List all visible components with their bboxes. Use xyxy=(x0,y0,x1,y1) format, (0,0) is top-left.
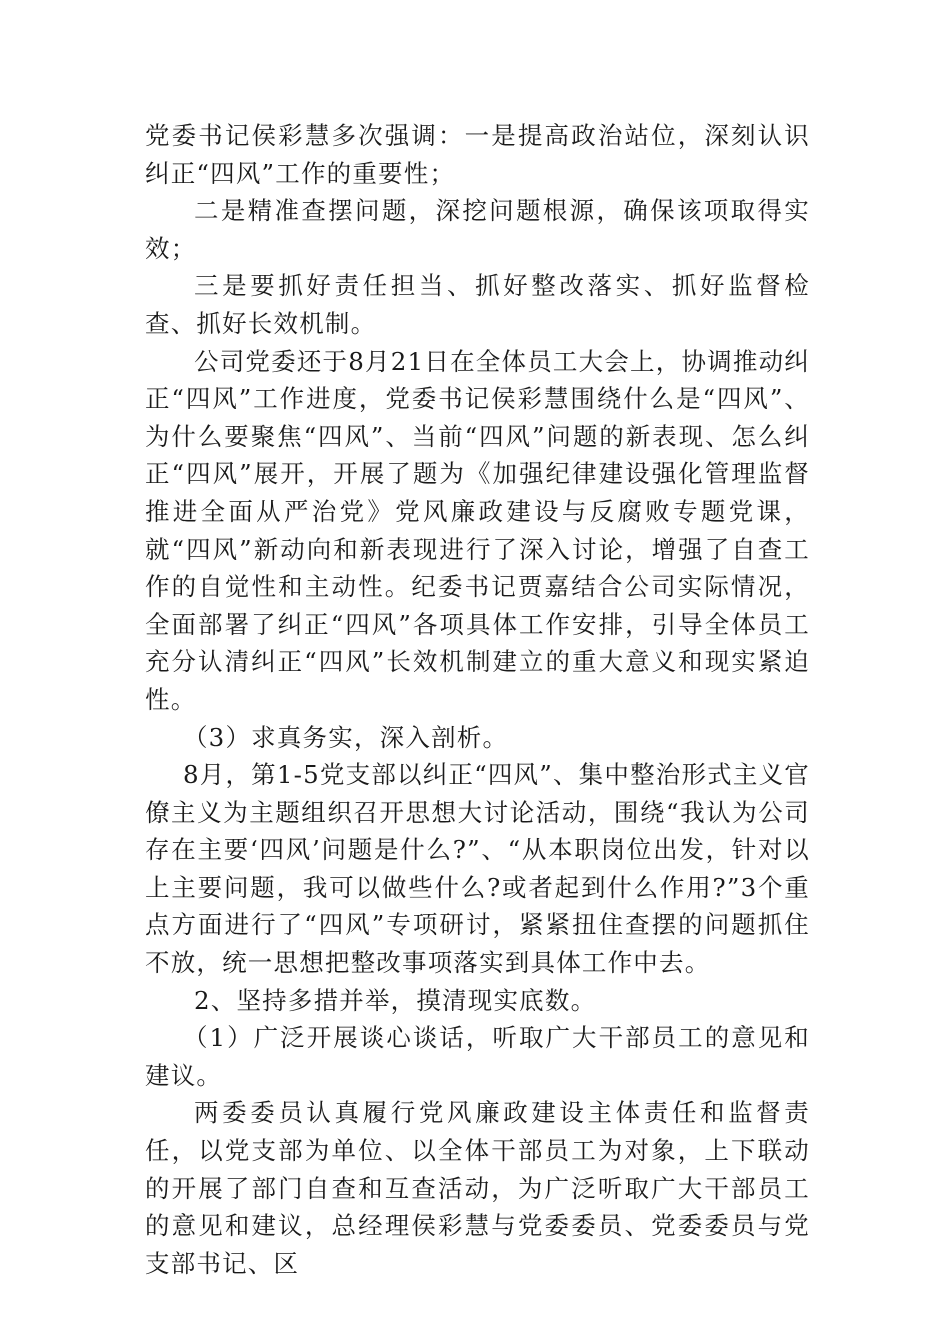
paragraph-3: 三是要抓好责任担当、抓好整改落实、抓好监督检查、抓好长效机制。 xyxy=(145,271,810,338)
subheading-1: （1）广泛开展谈心谈话，听取广大干部员工的意见和建议。 xyxy=(145,1023,810,1090)
section-heading-2: 2、坚持多措并举，摸清现实底数。 xyxy=(194,985,597,1015)
paragraph-6: 两委委员认真履行党风廉政建设主体责任和监督责任，以党支部为单位、以全体干部员工为对象，上下联动的开展了部门自查和互查活动，为广泛听取广大干部员工的意见和建议，总经理侯彩慧与党委委员、党委委员与党支部书记、区 xyxy=(145,1098,810,1278)
paragraph-1: 党委书记侯彩慧多次强调：一是提高政治站位，深刻认识纠正“四风”工作的重要性； xyxy=(145,121,810,188)
paragraph-5: 8月，第1-5党支部以纠正“四风”、集中整治形式主义官僚主义为主题组织召开思想大讨论活动，围绕“我认为公司存在主要‘四风’问题是什么?”、“从本职岗位出发，针对以上主要问题，我可以做些什么?或者起到什么作用?”3个重点方面进行了“四风”专项研讨，紧紧扭住查摆的问题抓住不放，统一思想把整改事项落实到具体工作中去。 xyxy=(145,760,810,978)
paragraph-4: 公司党委还于8月21日在全体员工大会上，协调推动纠正“四风”工作进度，党委书记侯彩慧围绕什么是“四风”、为什么要聚焦“四风”、当前“四风”问题的新表现、怎么纠正“四风”展开，开展了题为《加强纪律建设强化管理监督推进全面从严治党》党风廉政建设与反腐败专题党课，就“四风”新动向和新表现进行了深入讨论，增强了自查工作的自觉性和主动性。纪委书记贾嘉结合公司实际情况，全面部署了纠正“四风”各项具体工作安排，引导全体员工充分认清纠正“四风”长效机制建立的重大意义和现实紧迫性。 xyxy=(145,346,810,714)
subheading-3: （3）求真务实，深入剖析。 xyxy=(182,722,509,752)
paragraph-2: 二是精准查摆问题，深挖问题根源，确保该项取得实效； xyxy=(145,196,810,263)
document-body xyxy=(145,117,810,1282)
